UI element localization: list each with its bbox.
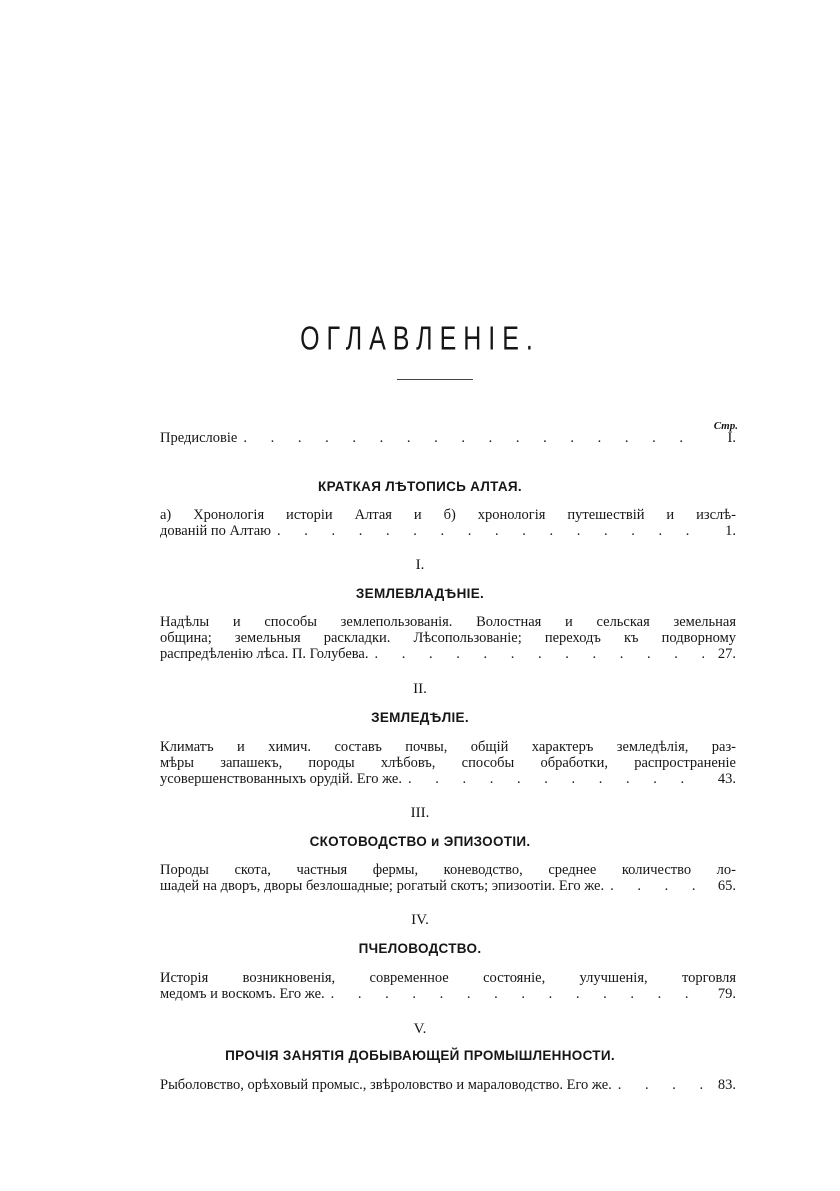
section-heading-chronicle: КРАТКАЯ ЛѢТОПИСЬ АЛТАЯ. — [318, 479, 522, 494]
entry-page-number: 1. — [725, 523, 736, 539]
entry-text-line: Климатъ и химич. составъ почвы, общій характеръ земледѣлія, раз- — [160, 739, 736, 755]
section-numeral-3: III. — [410, 805, 430, 821]
leader-dots — [610, 878, 704, 894]
toc-entry-3[interactable] — [160, 862, 736, 894]
section-heading-4: ПЧЕЛОВОДСТВО. — [358, 941, 482, 956]
entry-text: Рыболовство, орѣховый промыс., звѣроловство и мараловодство. Его же. — [160, 1077, 612, 1093]
leader-dots — [408, 771, 704, 787]
entry-text-line: Надѣлы и способы землепользованія. Волостная и сельская земельная — [160, 614, 736, 630]
toc-title: ОГЛАВЛЕНІЕ. — [300, 320, 540, 358]
entry-page-number: I. — [727, 430, 736, 446]
leader-dots — [331, 986, 704, 1002]
entry-page-number: 79. — [717, 986, 736, 1002]
entry-page-number: 83. — [717, 1077, 736, 1093]
title-rule — [397, 379, 473, 380]
leader-dots — [374, 646, 704, 662]
entry-text-line: мѣры запашекъ, породы хлѣбовъ, способы обработки, распространеніе — [160, 755, 736, 771]
section-heading-1: ЗЕМЛЕВЛАДѢНІЕ. — [355, 586, 485, 601]
section-heading-3: СКОТОВОДСТВО и ЭПИЗООТІИ. — [309, 834, 531, 849]
section-numeral-1: I. — [415, 557, 425, 573]
leader-dots — [243, 430, 704, 446]
entry-text: распредѣленію лѣса. П. Голубева. — [160, 646, 369, 662]
page-column-label: Стр. — [713, 420, 738, 432]
section-heading-2: ЗЕМЛЕДѢЛІЕ. — [371, 710, 469, 725]
entry-text: Предисловіе — [160, 430, 238, 446]
toc-entry-2[interactable] — [160, 739, 736, 787]
leader-dots — [277, 523, 704, 539]
entry-text: шадей на дворъ, дворы безлошадные; рогатый скотъ; эпизоотіи. Его же. — [160, 878, 605, 894]
entry-text: медомъ и воскомъ. Его же. — [160, 986, 325, 1002]
section-numeral-2: II. — [413, 681, 427, 697]
section-numeral-5: V. — [413, 1021, 427, 1037]
entry-text-line: община; земельныя раскладки. Лѣсопользованіе; переходъ къ подворному — [160, 630, 736, 646]
toc-entry-4[interactable] — [160, 970, 736, 1002]
entry-page-number: 43. — [717, 771, 736, 787]
entry-text-line: а) Хронологія исторіи Алтая и б) хронологія путешествій и изслѣ- — [160, 507, 736, 523]
toc-entry-preface[interactable] — [160, 430, 736, 446]
entry-text: дованій по Алтаю — [160, 523, 272, 539]
section-heading-5: ПРОЧІЯ ЗАНЯТІЯ ДОБЫВАЮЩЕЙ ПРОМЫШЛЕННОСТИ. — [225, 1048, 615, 1063]
entry-text: усовершенствованныхъ орудій. Его же. — [160, 771, 402, 787]
entry-text-line: Породы скота, частныя фермы, коневодство, среднее количество ло- — [160, 862, 736, 878]
entry-page-number: 65. — [717, 878, 736, 894]
toc-entry-chronicle[interactable] — [160, 507, 736, 539]
entry-page-number: 27. — [717, 646, 736, 662]
toc-entry-1[interactable] — [160, 614, 736, 662]
toc-entry-5[interactable] — [160, 1077, 736, 1093]
leader-dots — [618, 1077, 704, 1093]
entry-text-line: Исторія возникновенія, современное состояніе, улучшенія, торговля — [160, 970, 736, 986]
section-numeral-4: IV. — [411, 912, 429, 928]
